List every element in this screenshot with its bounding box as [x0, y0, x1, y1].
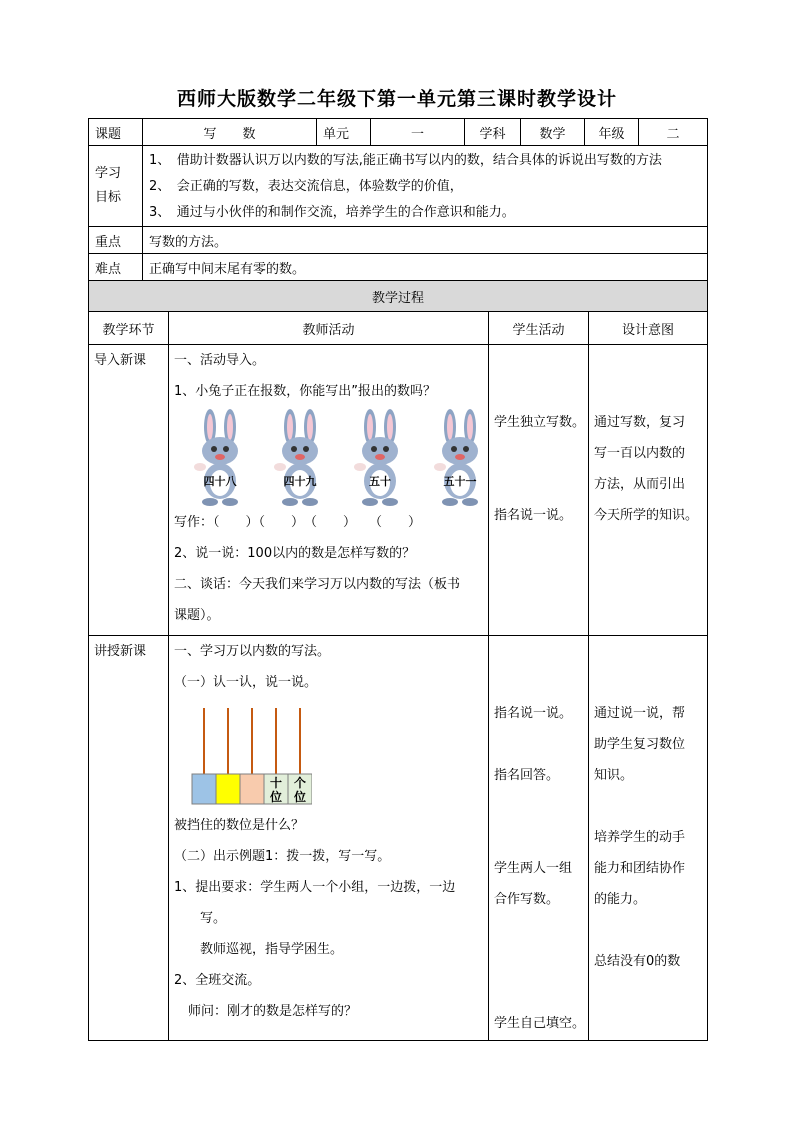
student-line: 指名说一说。 — [494, 508, 573, 523]
col-intent: 设计意图 — [589, 312, 708, 345]
subject-label: 学科 — [465, 119, 521, 146]
intent-line: 通过说一说，帮 — [594, 706, 686, 721]
teacher-intro — [169, 345, 489, 636]
teacher-line: 2、说一说：100以内的数是怎样写数的？ — [174, 546, 416, 561]
grade-value: 二 — [639, 119, 708, 146]
tens-place-label: 十位 — [270, 776, 283, 804]
intent-line: 知识。 — [594, 768, 634, 783]
teacher-line: 1、提出要求：学生两人一个小组，一边拨，一边 — [174, 880, 456, 895]
bunny-number-label: 四十九 — [283, 475, 317, 488]
info-table — [88, 118, 708, 281]
stage-new-label: 讲授新课 — [94, 644, 147, 659]
ones-place-label: 个位 — [294, 776, 307, 804]
goal-item: 1、 借助计数器认识万以内数的写法,能正确书写以内的数，结合具体的诉说出写数的方法 — [149, 153, 662, 168]
teacher-line: 写作：（ ）（ ） （ ） （ ） — [174, 515, 422, 530]
student-line: 指名说一说。 — [494, 706, 573, 721]
col-teacher: 教师活动 — [169, 312, 489, 345]
intent-new — [589, 636, 708, 1041]
goals-label-text: 学习目标 — [95, 166, 122, 205]
intent-line: 通过写数，复习 — [594, 415, 686, 430]
bunny-number-label: 四十八 — [203, 475, 237, 488]
bunny-number-label: 五十 — [369, 475, 391, 488]
key-point-label: 重点 — [89, 227, 143, 254]
intent-line: 能力和团结协作 — [594, 861, 686, 876]
unit-label: 单元 — [317, 119, 371, 146]
bunny-image — [348, 407, 412, 507]
stage-intro-label: 导入新课 — [94, 353, 147, 368]
stage-intro — [89, 345, 169, 636]
rabbit-icon — [268, 407, 332, 507]
rabbit-icon — [428, 407, 489, 507]
teacher-line: 教师巡视，指导学困生。 — [200, 942, 344, 957]
student-new — [489, 636, 589, 1041]
teacher-line: （一）认一认，说一说。 — [174, 675, 318, 690]
teacher-line: 师问：刚才的数是怎样写的？ — [188, 1004, 358, 1019]
subject-value: 数学 — [521, 119, 585, 146]
intent-line: 写一百以内数的 — [594, 446, 686, 461]
difficulty-value: 正确写中间末尾有零的数。 — [143, 254, 708, 281]
intent-intro — [589, 345, 708, 636]
teacher-line: 写。 — [200, 911, 227, 926]
stage-new — [89, 636, 169, 1041]
rabbit-icon — [188, 407, 252, 507]
rabbit-icon — [348, 407, 412, 507]
intent-line: 方法，从而引出 — [594, 477, 686, 492]
bunny-number-label: 五十一 — [443, 475, 477, 488]
intent-line: 总结没有0的数 — [594, 954, 681, 969]
abacus-icon — [182, 698, 312, 808]
student-intro — [489, 345, 589, 636]
goal-item: 3、 通过与小伙伴的和制作交流，培养学生的合作意识和能力。 — [149, 205, 515, 220]
process-title: 教学过程 — [89, 281, 708, 312]
bunny-row — [174, 407, 488, 507]
student-line: 学生独立写数。 — [494, 415, 586, 430]
teacher-new — [169, 636, 489, 1041]
goal-item: 2、 会正确的写数，表达交流信息，体验数学的价值， — [149, 179, 463, 194]
teacher-line: 课题）。 — [174, 608, 220, 623]
teacher-line: 2、全班交流。 — [174, 973, 261, 988]
teacher-line: 二、谈话：今天我们来学习万以内数的写法（板书 — [174, 577, 461, 592]
student-line: 合作写数。 — [494, 892, 560, 907]
abacus-figure — [182, 698, 488, 808]
student-line: 指名回答。 — [494, 768, 560, 783]
teacher-line: 一、活动导入。 — [174, 353, 266, 368]
bunny-image — [188, 407, 252, 507]
bunny-image — [428, 407, 489, 507]
teacher-line: 被挡住的数位是什么？ — [174, 818, 305, 833]
page-title: 西师大版数学二年级下第一单元第三课时教学设计 — [176, 88, 617, 110]
grade-label: 年级 — [585, 119, 639, 146]
col-student: 学生活动 — [489, 312, 589, 345]
intent-line: 今天所学的知识。 — [594, 508, 699, 523]
teacher-line: 1、小兔子正在报数，你能写出”报出的数吗？ — [174, 384, 437, 399]
unit-value: 一 — [371, 119, 465, 146]
topic-value: 写 数 — [143, 119, 317, 146]
col-stage: 教学环节 — [89, 312, 169, 345]
topic-label: 课题 — [89, 119, 143, 146]
intent-line: 的能力。 — [594, 892, 647, 907]
key-point-value: 写数的方法。 — [143, 227, 708, 254]
process-table — [88, 280, 708, 1041]
bunny-image — [268, 407, 332, 507]
student-line: 学生自己填空。 — [494, 1016, 586, 1031]
intent-line: 助学生复习数位 — [594, 737, 686, 752]
teacher-line: （二）出示例题1：拨一拨，写一写。 — [174, 849, 391, 864]
student-line: 学生两人一组 — [494, 861, 573, 876]
goals-list — [143, 146, 708, 227]
difficulty-label: 难点 — [89, 254, 143, 281]
intent-line: 培养学生的动手 — [594, 830, 686, 845]
goals-label — [89, 146, 143, 227]
teacher-line: 一、学习万以内数的写法。 — [174, 644, 331, 659]
